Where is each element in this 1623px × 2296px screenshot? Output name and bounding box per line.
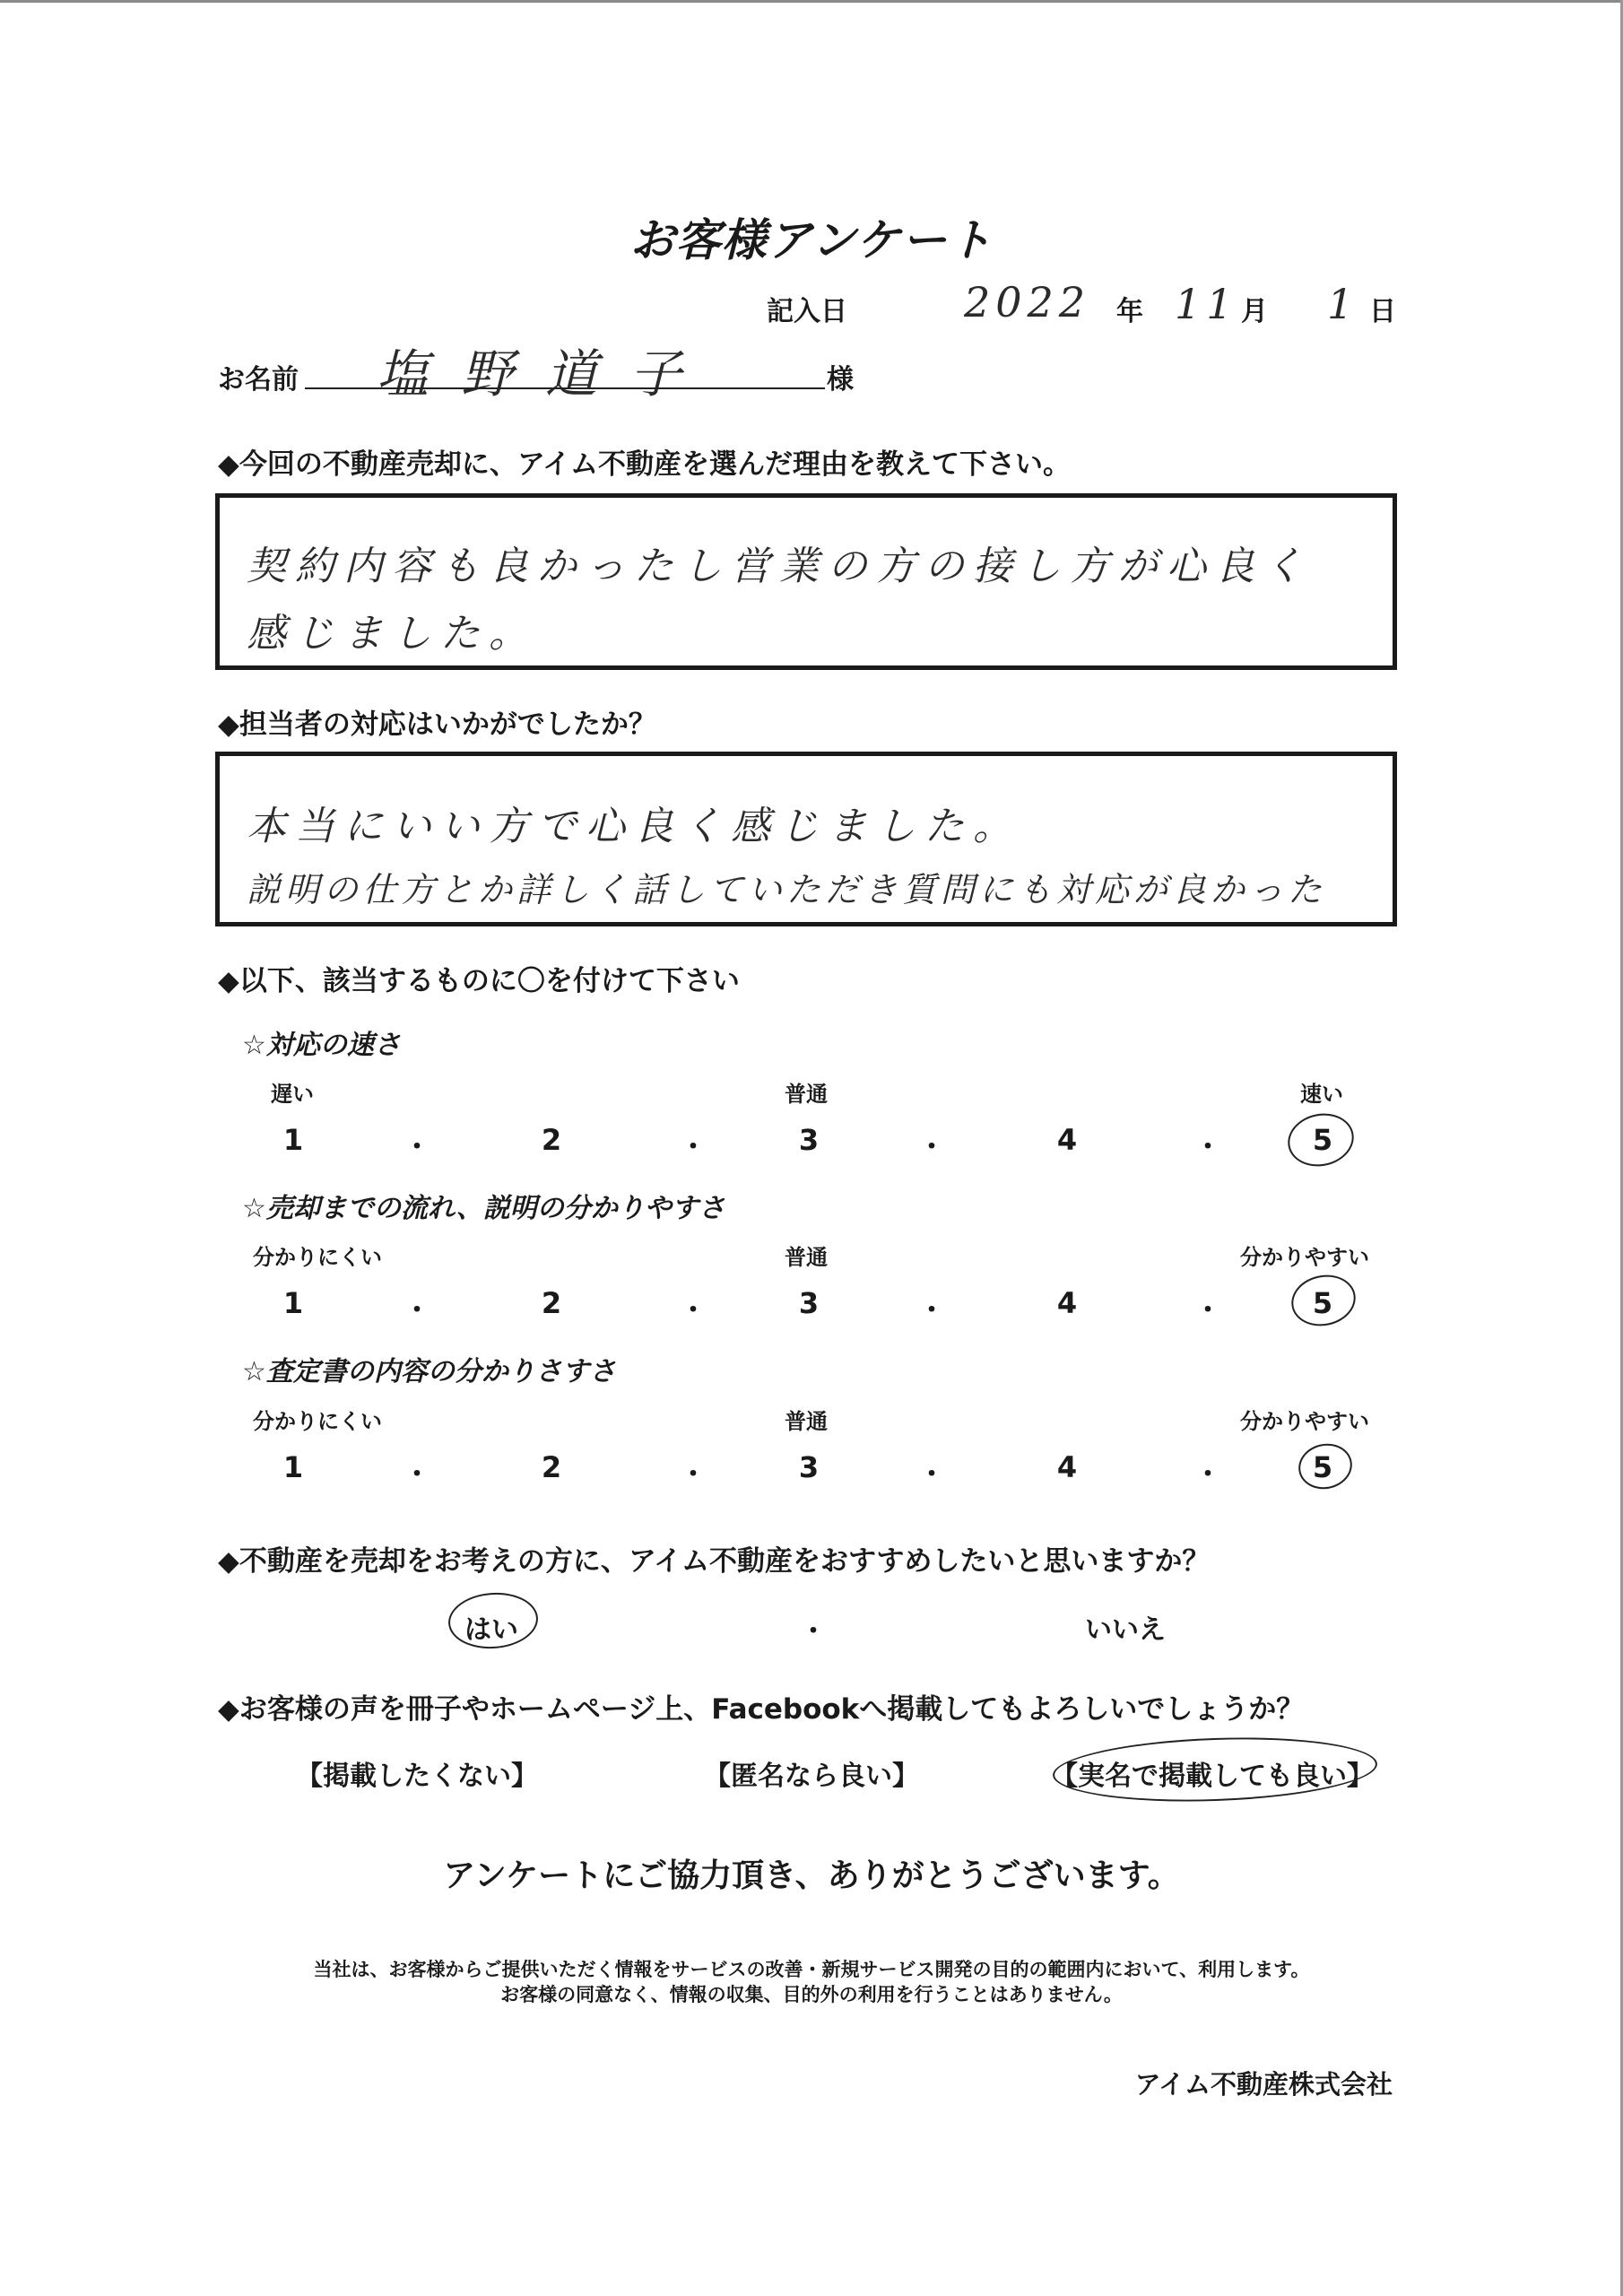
publish-no-option[interactable]: 【掲載したくない】 xyxy=(296,1761,538,1792)
q3-question: ◆以下、該当するものに〇を付けて下さい xyxy=(218,965,740,997)
scale-option-4[interactable]: 4 xyxy=(1056,1450,1078,1484)
scale-option-2[interactable]: 2 xyxy=(541,1450,562,1484)
scale-right-label: 速い xyxy=(1300,1082,1343,1107)
scale-mid-label: 普通 xyxy=(785,1409,828,1434)
selected-circle-mark xyxy=(1283,1108,1358,1172)
q1-question: ◆今回の不動産売却に、アイム不動産を選んだ理由を教えて下さい。 xyxy=(218,448,1072,481)
scale-separator: ・ xyxy=(680,1459,707,1491)
scale-option-3[interactable]: 3 xyxy=(798,1286,820,1320)
appraisal-clarity-title: ☆査定書の内容の分かりさすさ xyxy=(242,1356,616,1387)
company-name: アイム不動産株式会社 xyxy=(1134,2069,1393,2100)
q4-question: ◆不動産を売却をお考えの方に、アイム不動産をおすすめしたいと思いますか？ xyxy=(218,1545,1211,1578)
scale-separator: ・ xyxy=(918,1132,945,1163)
q5-question: ◆お客様の声を冊子やホームページ上、Facebookへ掲載してもよろしいでしょうか？ xyxy=(218,1693,1305,1726)
scale-left-label: 分かりにくい xyxy=(253,1409,382,1434)
name-label: お名前 xyxy=(218,364,299,396)
scale-option-4[interactable]: 4 xyxy=(1056,1286,1078,1320)
scale-left-label: 分かりにくい xyxy=(253,1245,382,1270)
scale-option-3[interactable]: 3 xyxy=(798,1123,820,1157)
year-value[interactable]: 2022 xyxy=(964,278,1091,326)
publish-real-name-option[interactable]: 【実名で掲載しても良い】 xyxy=(1051,1761,1374,1792)
selected-circle-mark xyxy=(447,1590,540,1652)
entry-date-label: 記入日 xyxy=(767,296,847,327)
page-title: お客様アンケート xyxy=(629,214,994,266)
q2-answer-line: 説明の仕方とか詳しく話していただき質問にも対応が良かった xyxy=(247,870,1327,909)
scale-option-1[interactable]: 1 xyxy=(282,1450,304,1484)
scale-separator: ・ xyxy=(918,1295,945,1326)
day-label: 日 xyxy=(1369,296,1396,327)
name-underline xyxy=(305,387,825,389)
scale-separator: ・ xyxy=(680,1295,707,1326)
flow-clarity-title: ☆売却までの流れ、説明の分かりやすさ xyxy=(242,1193,725,1224)
recommend-separator: ・ xyxy=(800,1616,827,1648)
privacy-note-line: 当社は、お客様からご提供いただく情報をサービスの改善・新規サービス開発の目的の範囲内において、利用します。 xyxy=(313,1959,1310,1980)
scale-right-label: 分かりやすい xyxy=(1240,1409,1369,1434)
q2-answer-box[interactable] xyxy=(215,752,1397,926)
scale-mid-label: 普通 xyxy=(785,1245,828,1270)
publish-anonymous-option[interactable]: 【匿名なら良い】 xyxy=(704,1761,919,1792)
q1-answer-box[interactable] xyxy=(215,493,1397,670)
name-value[interactable]: 塩野道子 xyxy=(377,344,715,404)
scale-separator: ・ xyxy=(1194,1295,1221,1326)
scale-option-4[interactable]: 4 xyxy=(1056,1123,1078,1157)
q2-question: ◆担当者の対応はいかがでしたか？ xyxy=(218,709,656,741)
scale-separator: ・ xyxy=(918,1459,945,1491)
month-value[interactable]: 11 xyxy=(1175,280,1238,328)
privacy-note-line: お客様の同意なく、情報の収集、目的外の利用を行うことはありません。 xyxy=(500,1984,1123,2005)
q1-answer-line: 感じました。 xyxy=(247,611,537,657)
scale-separator: ・ xyxy=(680,1132,707,1163)
day-value[interactable]: 1 xyxy=(1327,280,1359,328)
scale-separator: ・ xyxy=(404,1295,430,1326)
year-label: 年 xyxy=(1116,296,1143,327)
scale-option-5[interactable]: 5 xyxy=(1312,1450,1333,1484)
scale-separator: ・ xyxy=(1194,1459,1221,1491)
scale-option-5[interactable]: 5 xyxy=(1312,1286,1333,1320)
thanks-message: アンケートにご協力頂き、ありがとうございます。 xyxy=(443,1857,1180,1894)
speed-title: ☆対応の速さ xyxy=(242,1030,401,1061)
scale-option-2[interactable]: 2 xyxy=(541,1286,562,1320)
selected-circle-mark xyxy=(1287,1269,1360,1332)
scale-left-label: 遅い xyxy=(271,1082,314,1107)
scale-option-1[interactable]: 1 xyxy=(282,1286,304,1320)
recommend-yes-option[interactable]: はい xyxy=(464,1614,518,1646)
scale-option-1[interactable]: 1 xyxy=(282,1123,304,1157)
scale-right-label: 分かりやすい xyxy=(1240,1245,1369,1270)
selected-circle-mark xyxy=(1294,1439,1356,1493)
scale-option-3[interactable]: 3 xyxy=(798,1450,820,1484)
honorific-label: 様 xyxy=(827,364,854,396)
scale-separator: ・ xyxy=(404,1459,430,1491)
scale-option-5[interactable]: 5 xyxy=(1312,1123,1333,1157)
scale-separator: ・ xyxy=(404,1132,430,1163)
q2-answer-line: 本当にいい方で心良く感じました。 xyxy=(247,804,1021,849)
selected-circle-mark xyxy=(1052,1733,1378,1807)
month-label: 月 xyxy=(1241,296,1268,327)
q1-answer-line: 契約内容も良かったし営業の方の接し方が心良く xyxy=(247,544,1312,589)
scale-option-2[interactable]: 2 xyxy=(541,1123,562,1157)
scale-mid-label: 普通 xyxy=(785,1082,828,1107)
scan-top-edge xyxy=(0,0,1623,3)
scale-separator: ・ xyxy=(1194,1132,1221,1163)
recommend-no-option[interactable]: いいえ xyxy=(1085,1614,1166,1646)
